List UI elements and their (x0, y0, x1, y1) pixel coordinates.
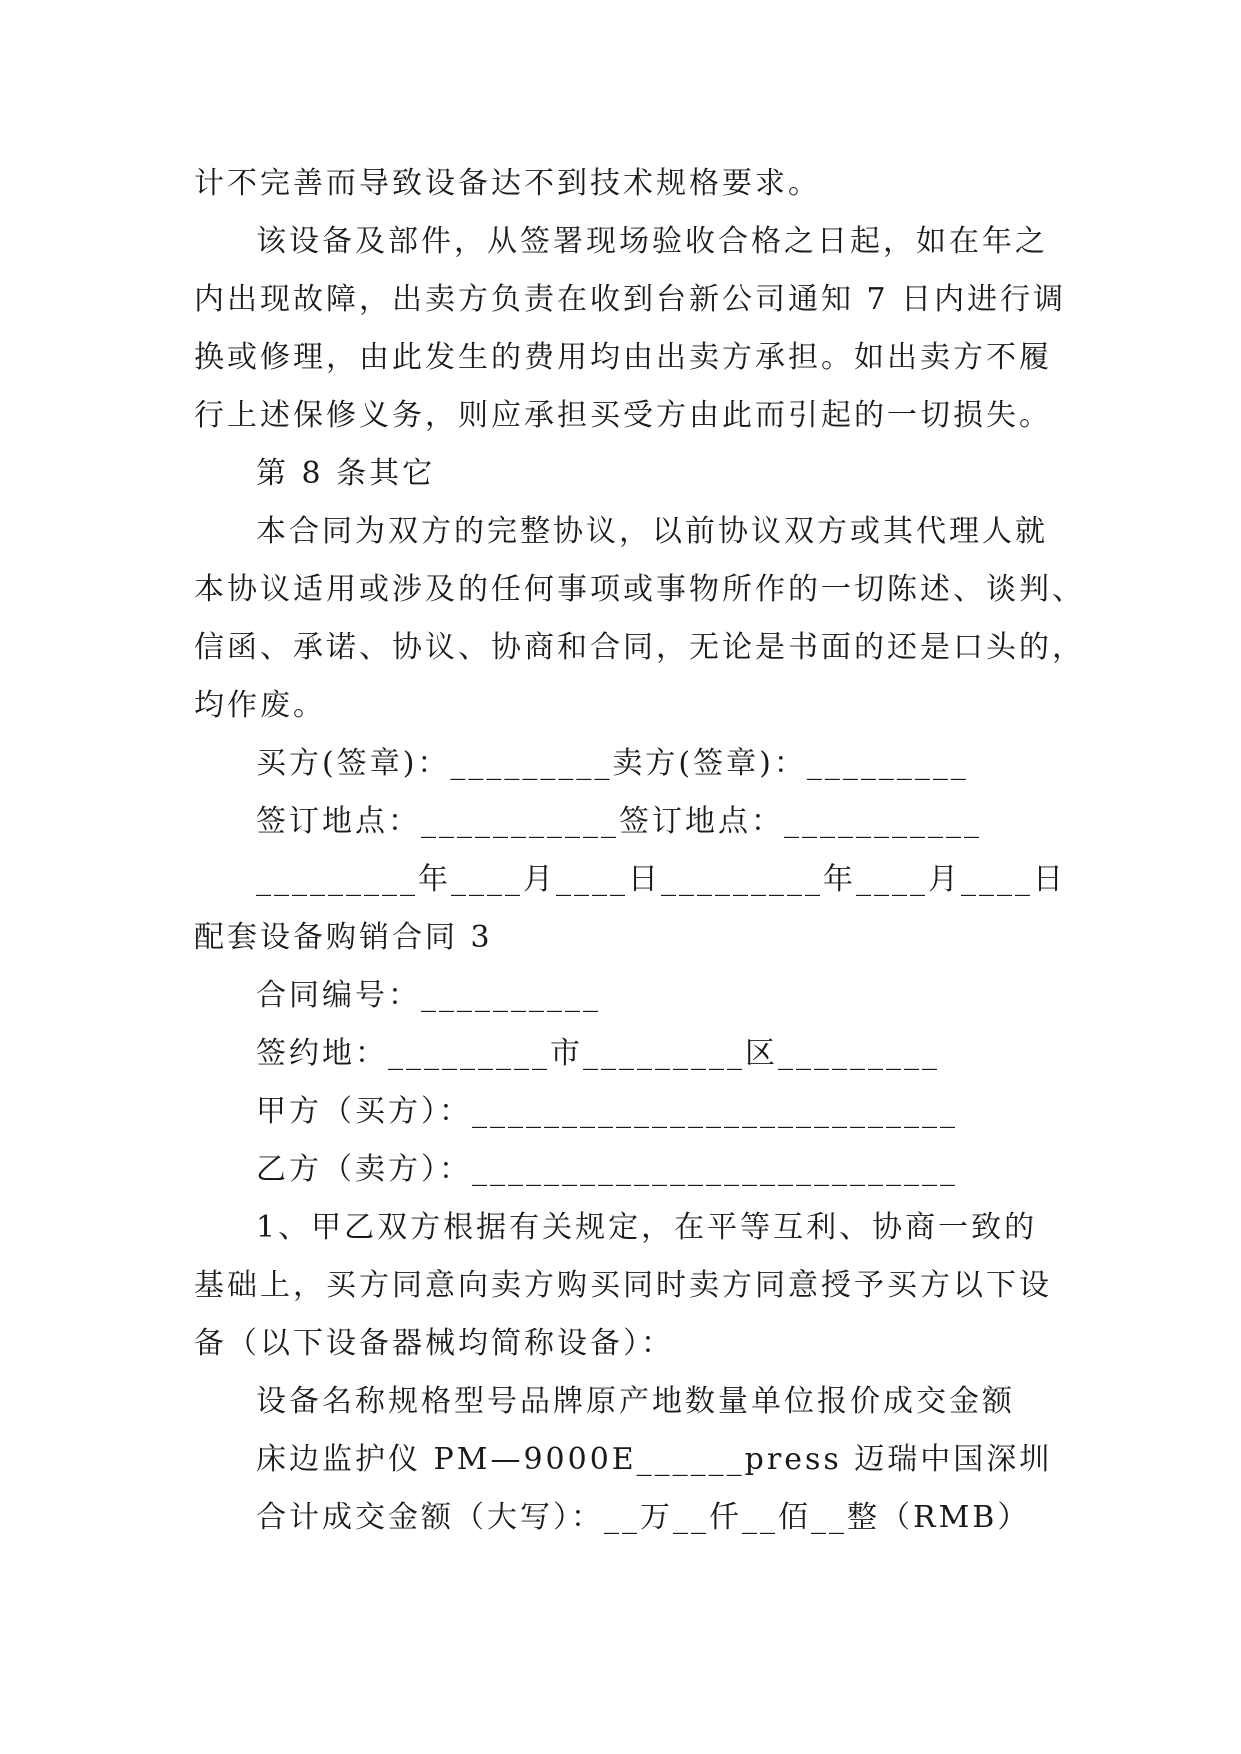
contract-number-line: 合同编号：__________ (256, 978, 601, 1013)
signing-place-line: 签订地点：___________签订地点：___________ (256, 804, 982, 839)
signing-location-line: 签约地：_________市_________区_________ (256, 1036, 940, 1071)
text-line: 换或修理，由此发生的费用均由出卖方承担。如出卖方不履 (194, 340, 1052, 375)
text-line: 内出现故障，出卖方负责在收到台新公司通知 7 日内进行调 (194, 282, 1067, 317)
text-line: 该设备及部件，从签署现场验收合格之日起，如在年之 (256, 224, 1048, 259)
equipment-item-line: 床边监护仪 PM—9000E______press 迈瑞中国深圳 (256, 1442, 1053, 1477)
text-line: 备（以下设备器械均简称设备）： (194, 1326, 674, 1361)
date-line: _________年____月____日_________年____月____日 (256, 862, 1066, 897)
contract-title: 配套设备购销合同 3 (194, 920, 493, 955)
text-line: 均作废。 (194, 688, 326, 723)
text-line: 基础上，买方同意向卖方购买同时卖方同意授予买方以下设 (194, 1268, 1052, 1303)
party-a-line: 甲方（买方）：___________________________ (256, 1094, 958, 1129)
total-amount-line: 合计成交金额（大写）：__万__仟__佰__整（RMB） (256, 1500, 1031, 1535)
text-line: 1、甲乙双方根据有关规定，在平等互利、协商一致的 (256, 1210, 1038, 1245)
text-line: 本协议适用或涉及的任何事项或事物所作的一切陈述、谈判、 (194, 572, 1085, 607)
section-heading: 第 8 条其它 (256, 456, 436, 491)
text-line: 本合同为双方的完整协议，以前协议双方或其代理人就 (256, 514, 1048, 549)
text-line: 行上述保修义务，则应承担买受方由此而引起的一切损失。 (194, 398, 1052, 433)
party-b-line: 乙方（卖方）：___________________________ (256, 1152, 958, 1187)
equipment-header-line: 设备名称规格型号品牌原产地数量单位报价成交金额 (256, 1384, 1015, 1419)
text-line: 计不完善而导致设备达不到技术规格要求。 (194, 166, 821, 201)
signature-line: 买方(签章)：_________卖方(签章)：_________ (256, 746, 969, 781)
text-line: 信函、承诺、协议、协商和合同，无论是书面的还是口头的， (194, 630, 1085, 665)
